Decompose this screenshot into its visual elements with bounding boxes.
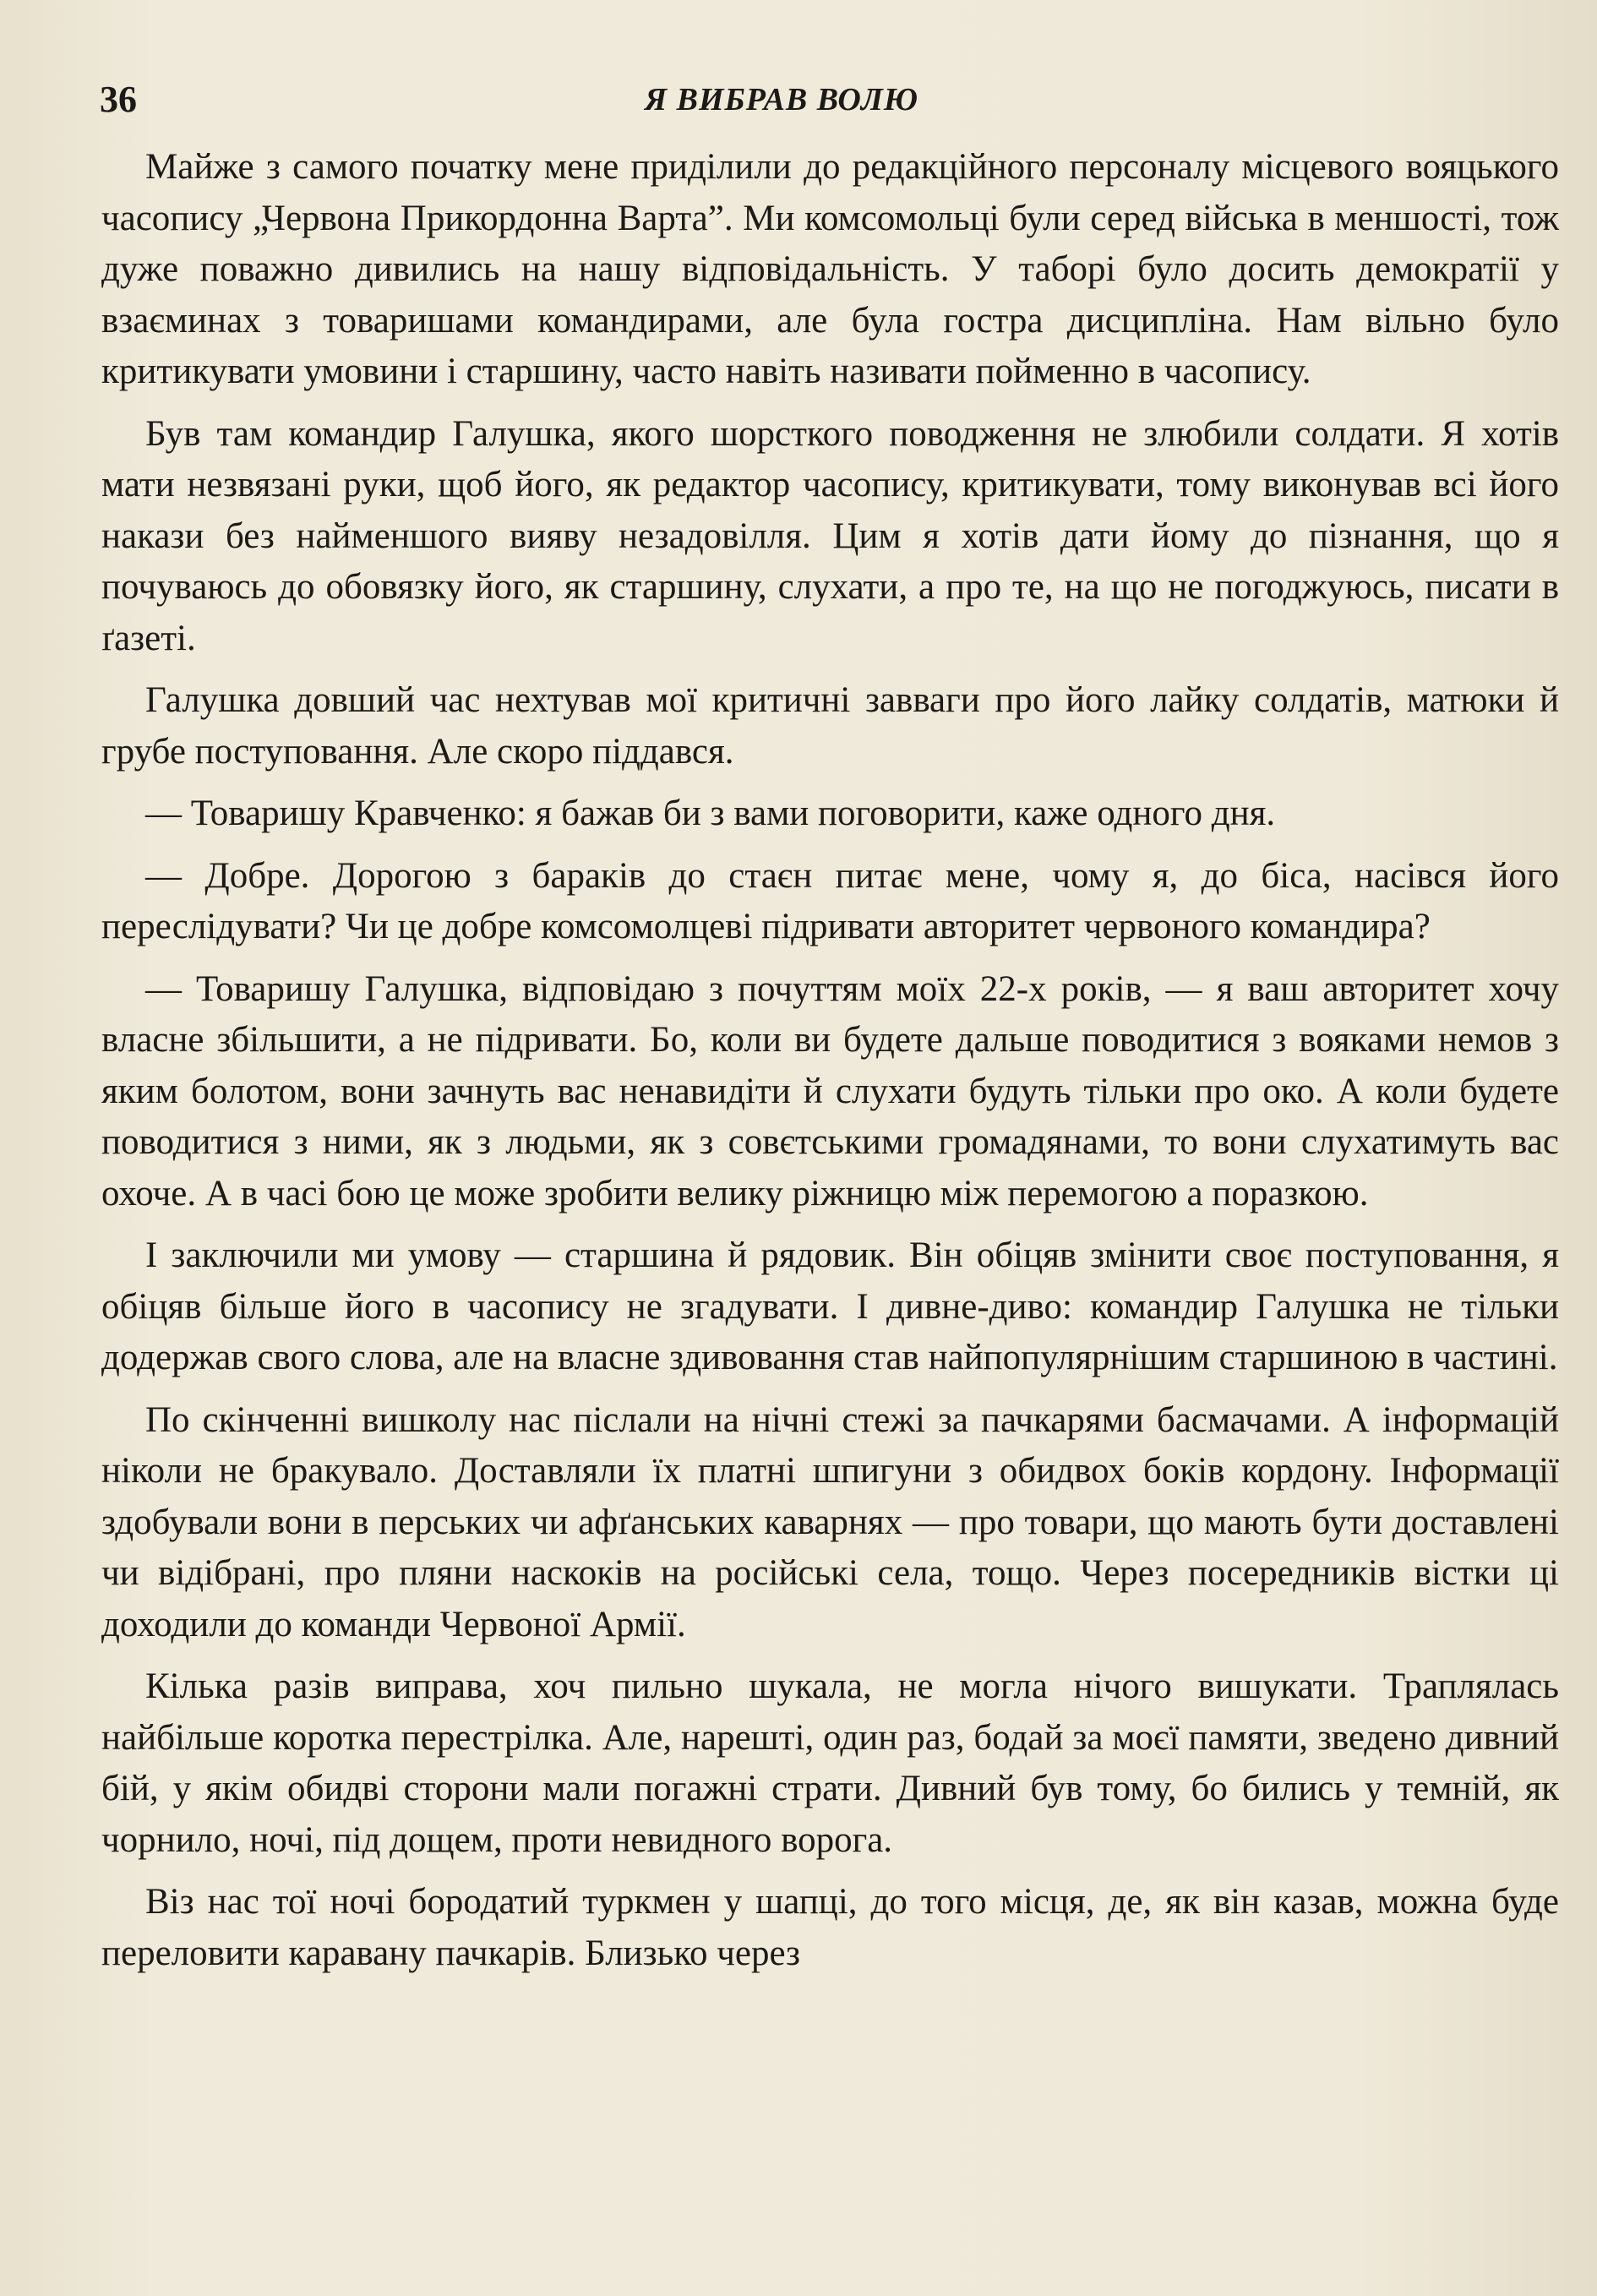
running-title: Я ВИБРАВ ВОЛЮ (644, 82, 919, 117)
page-number: 36 (100, 79, 137, 120)
paragraph: По скінченні вишколу нас післали на нічні стежі за пачкарями басмачами. А інформацій ніколи не бракувало. Доставляли їх платні шпигуни з обидвох боків кордону. Інформації здобували вони в перських чи афґанських каварнях — про товари, що мають бути доставлені чи відібрані, про пляни наскоків на російські села, тощо. Через посередників вістки ці доходили до команди Червоної Армії. (101, 1399, 1559, 1644)
paragraph: Галушка довший час нехтував мої критичні завваги про його лайку солдатів, матюки й грубе поступовання. Але скоро піддався. (101, 680, 1559, 772)
dialogue-paragraph: — Товаришу Кравченко: я бажав би з вами поговорити, каже одного дня. (145, 794, 1276, 833)
paragraph: Був там командир Галушка, якого шорсткого поводження не злюбили солдати. Я хотів мати незвязані руки, щоб його, як редактор часопису, критикувати, тому виконував всі його накази без найменшого вияву незадовілля. Цим я хотів дати йому до пізнання, що я почуваюсь до обовязку його, як старшину, слухати, а про те, на що не погоджуюсь, писати в ґазеті. (101, 413, 1559, 658)
dialogue-paragraph: — Товаришу Галушка, відповідаю з почуттям моїх 22-х років, — я ваш авторитет хочу власне збільшити, а не підривати. Бо, коли ви будете дальше поводитися з вояками немов з яким болотом, вони зачнуть вас ненавидіти й слухати будуть тільки про око. А коли будете поводитися з ними, як з людьми, як з совєтськими громадянами, то вони слухатимуть вас охоче. А в часі бою це може зробити велику ріжницю між перемогою а поразкою. (101, 968, 1559, 1213)
paragraph: Віз нас тої ночі бородатий туркмен у шапці, до того місця, де, як він казав, можна буде переловити каравану пачкарів. Близько через (101, 1882, 1559, 1973)
paragraph: Кілька разів виправа, хоч пильно шукала, не могла нічого вишукати. Траплялась найбільше коротка перестрілка. Але, нарешті, один раз, бодай за моєї памяти, зведено дивний бій, у якім обидві сторони мали погажні страти. Дивний був тому, бо бились у темній, як чорнило, ночі, під дощем, проти невидного ворога. (101, 1666, 1559, 1860)
paragraph: І заключили ми умову — старшина й рядовик. Він обіцяв змінити своє поступовання, я обіцяв більше його в часопису не згадувати. І дивне-диво: командир Галушка не тільки додержав свого слова, але на власне здивовання став найпопулярнішим старшиною в частині. (101, 1235, 1559, 1377)
body-text (101, 142, 1559, 1990)
dialogue-paragraph: — Добре. Дорогою з бараків до стаєн питає мене, чому я, до біса, насівся його переслідувати? Чи це добре комсомолцеві підривати авторитет червоного командира? (101, 855, 1559, 946)
paragraph: Майже з самого початку мене приділили до редакційного персоналу місцевого вояцького часопису „Червона Прикордонна Варта”. Ми комсомольці були серед війська в меншості, тож дуже поважно дивились на нашу відповідальність. У таборі було досить демократії у взаєминах з товаришами командирами, але була гостра дисципліна. Нам вільно було критикувати умовини і старшину, часто навіть називати пойменно в часопису. (101, 147, 1559, 391)
